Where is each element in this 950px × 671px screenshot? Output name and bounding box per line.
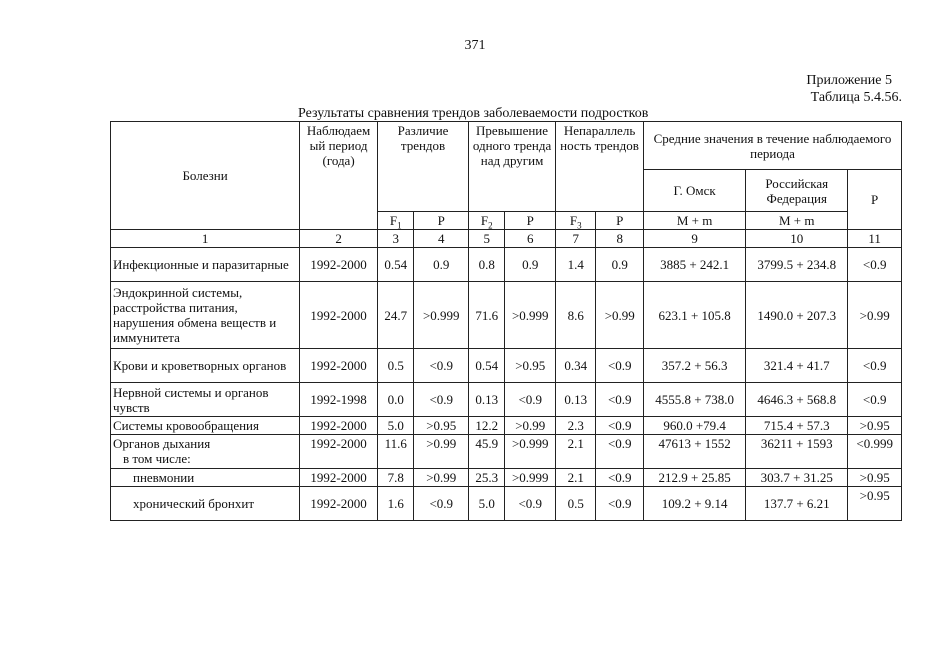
f2-cell: 25.3 (469, 469, 505, 487)
header-russian-federation: Российская Федерация (746, 170, 848, 212)
period-cell: 1992-2000 (300, 282, 378, 349)
header-non-parallel: Непараллель ность трендов (556, 122, 644, 212)
f2-cell: 0.13 (469, 383, 505, 417)
header-m-rf: M + m (746, 212, 848, 230)
col-number: 7 (556, 230, 596, 248)
p2-cell: 0.9 (505, 248, 556, 282)
table-row (111, 417, 902, 435)
disease-name: Инфекционные и паразитарные (111, 248, 300, 282)
p2-cell: <0.9 (505, 383, 556, 417)
omsk-mean-cell: 960.0 +79.4 (644, 417, 746, 435)
subgroup-note: в том числе: (123, 451, 191, 466)
header-p3: P (596, 212, 644, 230)
col-number: 5 (469, 230, 505, 248)
p2-cell: >0.999 (505, 469, 556, 487)
p2-cell: >0.999 (505, 435, 556, 469)
rf-mean-cell: 36211 + 1593 (746, 435, 848, 469)
p-cell: >0.95 (848, 487, 902, 521)
p-cell: <0.9 (848, 349, 902, 383)
header-f2: $F_2$ (469, 212, 505, 230)
disease-name: Крови и кроветворных органов (111, 349, 300, 383)
disease-name-text: Органов дыхания (113, 436, 211, 451)
p-cell: <0.999 (848, 435, 902, 469)
col-number: 1 (111, 230, 300, 248)
f2-cell: 0.8 (469, 248, 505, 282)
header-p-total: P (848, 170, 902, 230)
f3-cell: 8.6 (556, 282, 596, 349)
rf-mean-cell: 3799.5 + 234.8 (746, 248, 848, 282)
period-cell: 1992-2000 (300, 417, 378, 435)
table-row (111, 487, 902, 521)
col-number: 9 (644, 230, 746, 248)
table-row (111, 349, 902, 383)
period-cell: 1992-2000 (300, 435, 378, 469)
header-period: Наблюдаем ый период (года) (300, 122, 378, 230)
header-p2: P (505, 212, 556, 230)
table-row (111, 282, 902, 349)
col-number: 8 (596, 230, 644, 248)
col-number: 4 (414, 230, 469, 248)
col-number: 2 (300, 230, 378, 248)
p3-cell: 0.9 (596, 248, 644, 282)
omsk-mean-cell: 357.2 + 56.3 (644, 349, 746, 383)
table-row (111, 435, 902, 469)
p3-cell: <0.9 (596, 435, 644, 469)
header-mean-values: Средние значения в течение наблюдаемого периода (644, 122, 902, 170)
p1-cell: <0.9 (414, 383, 469, 417)
p-cell: <0.9 (848, 248, 902, 282)
omsk-mean-cell: 3885 + 242.1 (644, 248, 746, 282)
rf-mean-cell: 1490.0 + 207.3 (746, 282, 848, 349)
p-cell: >0.99 (848, 282, 902, 349)
f1-cell: 1.6 (378, 487, 414, 521)
f1-cell: 11.6 (378, 435, 414, 469)
col-number: 6 (505, 230, 556, 248)
f3-cell: 0.34 (556, 349, 596, 383)
rf-mean-cell: 4646.3 + 568.8 (746, 383, 848, 417)
p3-cell: <0.9 (596, 383, 644, 417)
omsk-mean-cell: 47613 + 1552 (644, 435, 746, 469)
p-cell: <0.9 (848, 383, 902, 417)
period-cell: 1992-2000 (300, 469, 378, 487)
rf-mean-cell: 303.7 + 31.25 (746, 469, 848, 487)
f3-cell: 2.1 (556, 435, 596, 469)
table-title: Результаты сравнения трендов заболеваемости подростков (298, 106, 649, 121)
f2-cell: 12.2 (469, 417, 505, 435)
header-f3: $F_3$ (556, 212, 596, 230)
f2-cell: 0.54 (469, 349, 505, 383)
rf-mean-cell: 321.4 + 41.7 (746, 349, 848, 383)
period-cell: 1992-1998 (300, 383, 378, 417)
table-row (111, 383, 902, 417)
period-cell: 1992-2000 (300, 487, 378, 521)
p-cell: >0.95 (848, 417, 902, 435)
col-number: 11 (848, 230, 902, 248)
omsk-mean-cell: 4555.8 + 738.0 (644, 383, 746, 417)
page-number: 371 (464, 38, 486, 53)
disease-name: Нервной системы и органов чувств (111, 383, 300, 417)
table-number: Таблица 5.4.56. (810, 90, 902, 105)
omsk-mean-cell: 623.1 + 105.8 (644, 282, 746, 349)
p-cell: >0.95 (848, 469, 902, 487)
p3-cell: >0.99 (596, 282, 644, 349)
header-trend-excess: Превышение одного тренда над другим (469, 122, 556, 212)
period-cell: 1992-2000 (300, 248, 378, 282)
f2-cell: 5.0 (469, 487, 505, 521)
header-f1: $F_1$ (378, 212, 414, 230)
f1-cell: 0.5 (378, 349, 414, 383)
f2-cell: 71.6 (469, 282, 505, 349)
column-number-row (111, 230, 902, 248)
f3-cell: 0.5 (556, 487, 596, 521)
p3-cell: <0.9 (596, 469, 644, 487)
header-m-omsk: M + m (644, 212, 746, 230)
f2-cell: 45.9 (469, 435, 505, 469)
p2-cell: >0.999 (505, 282, 556, 349)
p1-cell: 0.9 (414, 248, 469, 282)
rf-mean-cell: 137.7 + 6.21 (746, 487, 848, 521)
header-omsk: Г. Омск (644, 170, 746, 212)
rf-mean-cell: 715.4 + 57.3 (746, 417, 848, 435)
header-disease: Болезни (111, 122, 300, 230)
results-table (110, 121, 902, 521)
disease-name: Эндокринной системы, расстройства питания, нарушения обмена веществ и иммунитета (111, 282, 300, 349)
header-trend-difference: Различие трендов (378, 122, 469, 212)
f1-cell: 24.7 (378, 282, 414, 349)
f1-cell: 0.0 (378, 383, 414, 417)
disease-name: пневмонии (111, 469, 300, 487)
p1-cell: >0.99 (414, 469, 469, 487)
p3-cell: <0.9 (596, 487, 644, 521)
omsk-mean-cell: 212.9 + 25.85 (644, 469, 746, 487)
p2-cell: <0.9 (505, 487, 556, 521)
col-number: 3 (378, 230, 414, 248)
p1-cell: <0.9 (414, 349, 469, 383)
omsk-mean-cell: 109.2 + 9.14 (644, 487, 746, 521)
col-number: 10 (746, 230, 848, 248)
disease-name: хронический бронхит (111, 487, 300, 521)
p3-cell: <0.9 (596, 417, 644, 435)
p2-cell: >0.95 (505, 349, 556, 383)
p2-cell: >0.99 (505, 417, 556, 435)
appendix-label: Приложение 5 (806, 73, 892, 88)
p1-cell: >0.999 (414, 282, 469, 349)
p1-cell: >0.95 (414, 417, 469, 435)
disease-name: Системы кровообращения (111, 417, 300, 435)
f1-cell: 5.0 (378, 417, 414, 435)
f3-cell: 0.13 (556, 383, 596, 417)
f3-cell: 2.3 (556, 417, 596, 435)
f3-cell: 2.1 (556, 469, 596, 487)
p1-cell: >0.99 (414, 435, 469, 469)
table-row (111, 248, 902, 282)
p3-cell: <0.9 (596, 349, 644, 383)
header-p1: P (414, 212, 469, 230)
disease-name (111, 435, 300, 469)
p1-cell: <0.9 (414, 487, 469, 521)
f1-cell: 0.54 (378, 248, 414, 282)
period-cell: 1992-2000 (300, 349, 378, 383)
f3-cell: 1.4 (556, 248, 596, 282)
f1-cell: 7.8 (378, 469, 414, 487)
table-row (111, 469, 902, 487)
